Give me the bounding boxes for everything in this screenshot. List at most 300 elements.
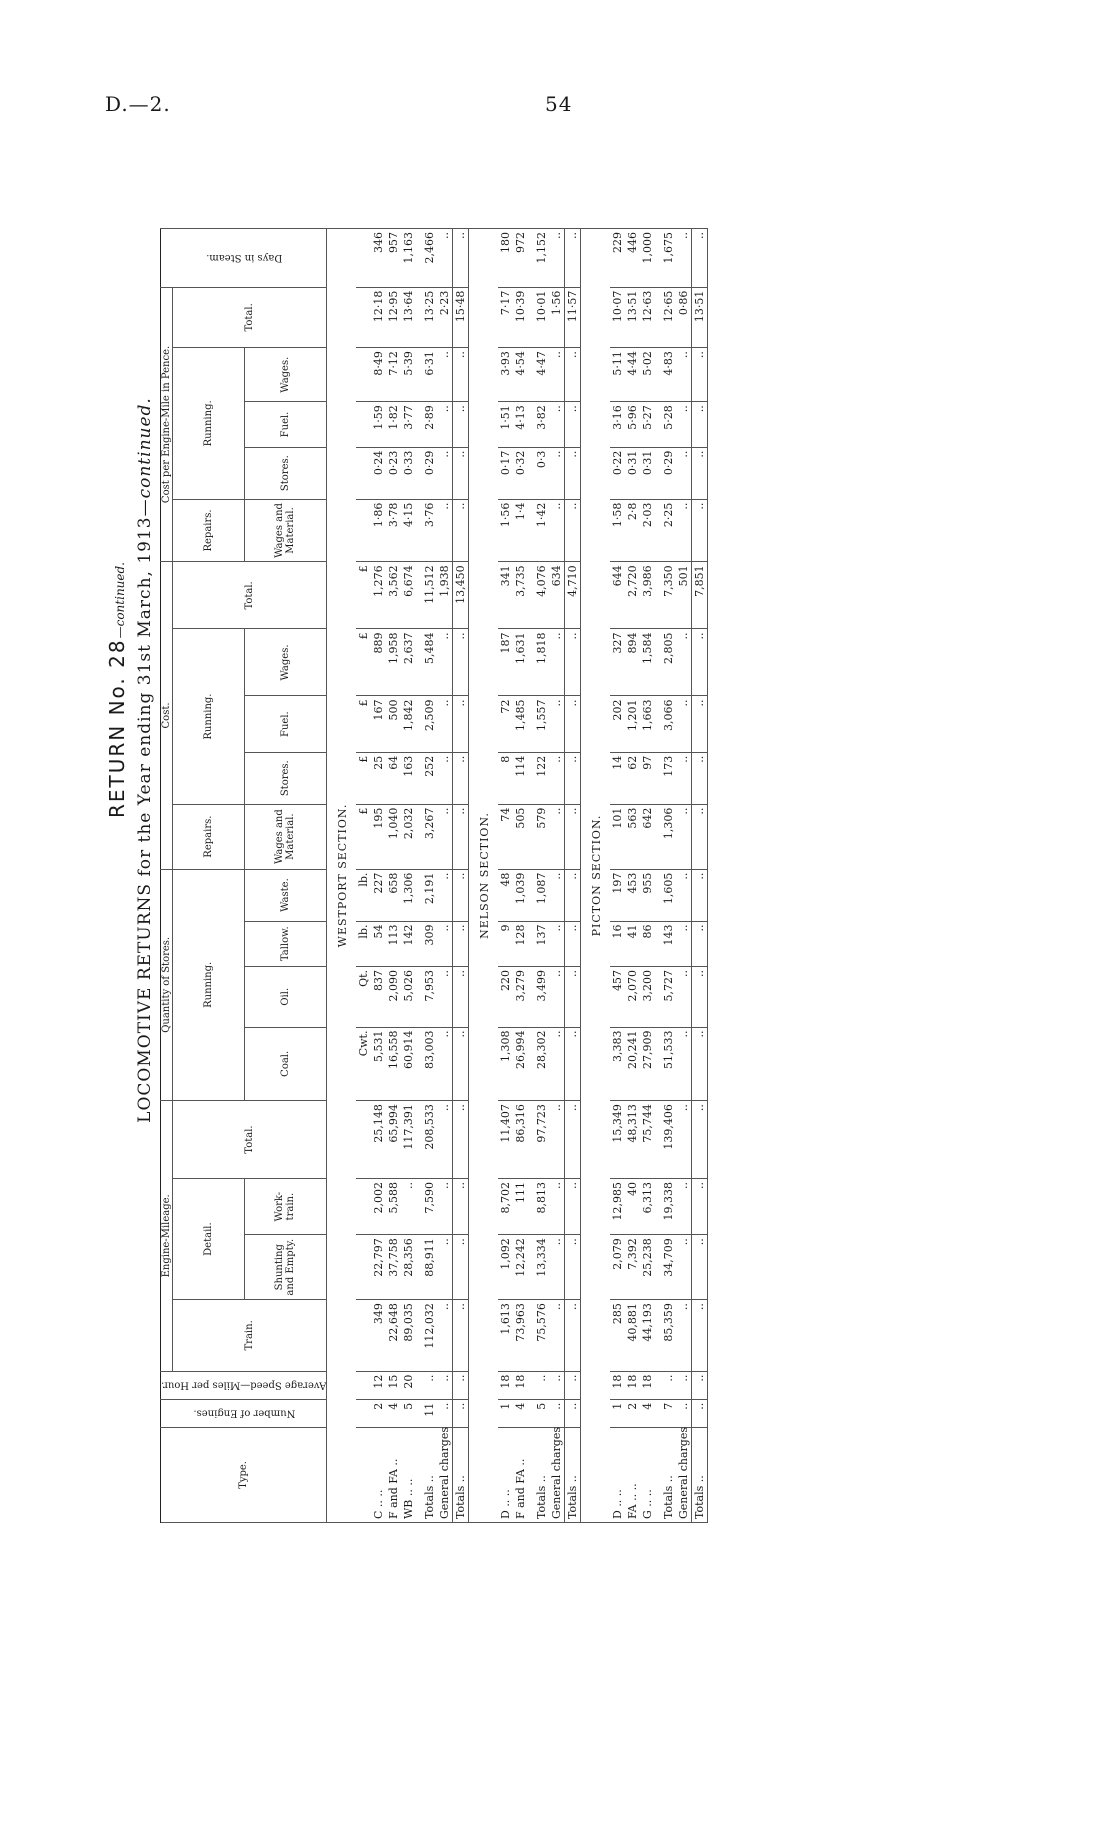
table-cell: ..	[676, 1027, 692, 1101]
table-cell: 501	[676, 562, 692, 629]
table-cell: ..	[565, 229, 581, 288]
table-cell: Cwt.	[356, 1027, 371, 1101]
table-cell: ..	[549, 348, 565, 402]
table-cell: 15,349	[610, 1101, 625, 1179]
table-cell: 54	[371, 921, 386, 966]
table-cell: 1,485	[513, 696, 528, 752]
table-cell: 1·56	[498, 499, 513, 562]
table-cell: ..	[453, 447, 469, 499]
table-cell: 3,267	[422, 804, 437, 869]
table-cell: 12·18	[371, 287, 386, 348]
row-label: Totals ..	[534, 1427, 549, 1522]
table-cell: ..	[453, 499, 469, 562]
table-cell: 1,000	[640, 229, 655, 288]
table-cell: 0·22	[610, 447, 625, 499]
table-cell: 5	[401, 1399, 416, 1427]
table-cell: 1,039	[513, 869, 528, 921]
table-cell: ..	[453, 1179, 469, 1235]
table-cell: ..	[437, 966, 453, 1027]
table-cell: 1,306	[401, 869, 416, 921]
table-cell: 11·57	[565, 287, 581, 348]
table-cell: 40	[625, 1179, 640, 1235]
table-cell: 97,723	[534, 1101, 549, 1179]
table-cell: 252	[422, 752, 437, 804]
table-cell: ..	[437, 629, 453, 696]
table-cell: 220	[498, 966, 513, 1027]
table-cell	[356, 1101, 371, 1179]
cost-total-header: Total.	[173, 562, 327, 629]
table-cell: ..	[676, 752, 692, 804]
table-cell: ..	[676, 499, 692, 562]
row-label: FA .. ..	[625, 1427, 640, 1522]
table-cell: ..	[549, 402, 565, 447]
table-cell: 167	[371, 696, 386, 752]
table-cell: 89,035	[401, 1300, 416, 1371]
table-cell: 285	[610, 1300, 625, 1371]
general-charges-row	[676, 229, 692, 1523]
table-cell: ..	[549, 804, 565, 869]
table-cell: 7	[661, 1399, 676, 1427]
table-cell: 1·86	[371, 499, 386, 562]
table-cell: 83,003	[422, 1027, 437, 1101]
table-cell: 1,613	[498, 1300, 513, 1371]
table-cell: 309	[422, 921, 437, 966]
table-cell: 0·3	[534, 447, 549, 499]
row-label: Totals ..	[661, 1427, 676, 1522]
table-cell: 563	[625, 804, 640, 869]
table-cell: 86,316	[513, 1101, 528, 1179]
table-cell: 195	[371, 804, 386, 869]
table-cell: 2·23	[437, 287, 453, 348]
table-cell: ..	[676, 402, 692, 447]
table-cell: ..	[422, 1371, 437, 1399]
table-cell: 7,953	[422, 966, 437, 1027]
table-row	[513, 229, 528, 1523]
subtitle-continued: —continued.	[135, 397, 155, 517]
table-cell: 1,675	[661, 229, 676, 288]
table-row	[610, 229, 625, 1523]
table-cell: ..	[565, 752, 581, 804]
table-cell: 1	[498, 1399, 513, 1427]
subtitle-text: LOCOMOTIVE RETURNS for the Year ending 31st March, 1913	[135, 516, 155, 1123]
cost-header: Cost.	[161, 562, 173, 869]
table-cell: ..	[549, 1235, 565, 1300]
table-cell: 229	[610, 229, 625, 288]
table-cell: 955	[640, 869, 655, 921]
table-cell: 341	[498, 562, 513, 629]
table-cell	[356, 447, 371, 499]
table-cell: 4	[513, 1399, 528, 1427]
table-cell: 837	[371, 966, 386, 1027]
table-cell: ..	[401, 1179, 416, 1235]
table-cell: £	[356, 629, 371, 696]
table-cell: 644	[610, 562, 625, 629]
table-cell: ..	[453, 1371, 469, 1399]
table-cell: ..	[549, 1371, 565, 1399]
table-cell: 2,191	[422, 869, 437, 921]
table-cell: ..	[676, 696, 692, 752]
table-cell: 12·95	[386, 287, 401, 348]
table-cell: 3·77	[401, 402, 416, 447]
table-cell: 5·02	[640, 348, 655, 402]
table-cell: 11,407	[498, 1101, 513, 1179]
table-cell: 5·11	[610, 348, 625, 402]
table-cell: 4·13	[513, 402, 528, 447]
table-cell: ..	[437, 1235, 453, 1300]
cpm-total-header: Total.	[173, 287, 327, 348]
table-cell: 2,466	[422, 229, 437, 288]
table-cell: ..	[565, 1235, 581, 1300]
table-cell: 1,092	[498, 1235, 513, 1300]
table-cell: 18	[610, 1371, 625, 1399]
table-cell: ..	[692, 1399, 708, 1427]
table-cell: ..	[453, 1101, 469, 1179]
row-label: C .. ..	[371, 1427, 386, 1522]
table-cell: ..	[565, 1179, 581, 1235]
table-cell: ..	[692, 1179, 708, 1235]
row-label: D .. ..	[610, 1427, 625, 1522]
table-cell: 10·07	[610, 287, 625, 348]
table-cell: 37,758	[386, 1235, 401, 1300]
grand-totals-row	[692, 229, 708, 1523]
table-cell: 13·64	[401, 287, 416, 348]
table-cell: ..	[437, 229, 453, 288]
table-cell: 5,026	[401, 966, 416, 1027]
table-cell: 65,994	[386, 1101, 401, 1179]
stores-running-header: Running.	[173, 869, 245, 1101]
cost-running-header: Running.	[173, 629, 245, 804]
table-cell: 25,148	[371, 1101, 386, 1179]
table-cell: 1,631	[513, 629, 528, 696]
table-cell: 2	[371, 1399, 386, 1427]
table-cell: 16,558	[386, 1027, 401, 1101]
table-cell: 85,359	[661, 1300, 676, 1371]
table-cell: 7,590	[422, 1179, 437, 1235]
table-cell: ..	[692, 966, 708, 1027]
days-in-steam-header: Days in Steam.	[161, 229, 327, 288]
table-cell: 163	[401, 752, 416, 804]
table-cell	[356, 402, 371, 447]
table-cell: ..	[534, 1371, 549, 1399]
table-cell: ..	[565, 402, 581, 447]
table-cell: 34,709	[661, 1235, 676, 1300]
table-cell: ..	[453, 1399, 469, 1427]
table-cell: Qt.	[356, 966, 371, 1027]
table-cell: 1·4	[513, 499, 528, 562]
table-cell: 634	[549, 562, 565, 629]
table-cell: 2·8	[625, 499, 640, 562]
table-cell: ..	[676, 1179, 692, 1235]
table-cell: 227	[371, 869, 386, 921]
cpm-wages-material-header: Wages and Material.	[244, 499, 327, 562]
table-cell: 1·56	[549, 287, 565, 348]
table-cell: 12·63	[640, 287, 655, 348]
table-cell: 15·48	[453, 287, 469, 348]
table-cell: 6,313	[640, 1179, 655, 1235]
table-cell: ..	[549, 696, 565, 752]
table-cell: 75,744	[640, 1101, 655, 1179]
table-cell: 112,032	[422, 1300, 437, 1371]
table-cell: ..	[453, 696, 469, 752]
table-cell: ..	[453, 402, 469, 447]
table-cell: ..	[692, 1300, 708, 1371]
table-cell: ..	[437, 499, 453, 562]
table-cell: 1,276	[371, 562, 386, 629]
table-cell	[356, 499, 371, 562]
table-cell: 128	[513, 921, 528, 966]
table-cell: 972	[513, 229, 528, 288]
work-train-header: Work-train.	[244, 1179, 327, 1235]
table-cell: 579	[534, 804, 549, 869]
table-cell: 0·17	[498, 447, 513, 499]
table-cell: ..	[549, 499, 565, 562]
table-cell: 1,818	[534, 629, 549, 696]
table-cell: 12·65	[661, 287, 676, 348]
cost-per-mile-header: Cost per Engine-Mile in Pence.	[161, 287, 173, 562]
table-cell: ..	[453, 348, 469, 402]
table-cell: 20	[401, 1371, 416, 1399]
table-cell: 22,797	[371, 1235, 386, 1300]
table-cell: 5·27	[640, 402, 655, 447]
table-cell: 180	[498, 229, 513, 288]
table-cell: 2,509	[422, 696, 437, 752]
table-cell: 1,663	[640, 696, 655, 752]
table-cell: 1,557	[534, 696, 549, 752]
table-row	[386, 229, 401, 1523]
table-cell: 18	[625, 1371, 640, 1399]
cost-wages-material-header: Wages and Material.	[244, 804, 327, 869]
table-cell: 202	[610, 696, 625, 752]
table-cell: 5·39	[401, 348, 416, 402]
table-cell: ..	[437, 869, 453, 921]
table-cell: 0·29	[422, 447, 437, 499]
table-cell: ..	[453, 752, 469, 804]
table-cell: 0·24	[371, 447, 386, 499]
table-cell: 5·28	[661, 402, 676, 447]
table-cell: ..	[676, 1371, 692, 1399]
table-cell: ..	[549, 1300, 565, 1371]
table-cell: 2,090	[386, 966, 401, 1027]
table-cell: ..	[565, 1300, 581, 1371]
table-cell	[356, 1399, 371, 1427]
table-cell: 8·49	[371, 348, 386, 402]
table-cell: 1·42	[534, 499, 549, 562]
table-cell: 15	[386, 1371, 401, 1399]
table-subtitle	[135, 160, 155, 1360]
table-cell: ..	[676, 348, 692, 402]
table-cell: ..	[437, 1399, 453, 1427]
table-cell: 117,391	[401, 1101, 416, 1179]
grand-totals-row	[453, 229, 469, 1523]
table-cell: 13·51	[625, 287, 640, 348]
table-cell: 88,911	[422, 1235, 437, 1300]
table-cell: ..	[692, 629, 708, 696]
row-label: General charges	[437, 1427, 453, 1522]
table-cell: 86	[640, 921, 655, 966]
table-cell: 2·25	[661, 499, 676, 562]
return-continued: —continued.	[113, 562, 127, 639]
table-cell: 51,533	[661, 1027, 676, 1101]
table-cell: 13,334	[534, 1235, 549, 1300]
table-cell	[356, 287, 371, 348]
table-cell: 2,079	[610, 1235, 625, 1300]
table-cell: 8	[498, 752, 513, 804]
table-cell: 3·16	[610, 402, 625, 447]
train-header: Train.	[173, 1300, 327, 1371]
table-cell: 4·83	[661, 348, 676, 402]
table-cell: ..	[565, 447, 581, 499]
table-cell: ..	[437, 1101, 453, 1179]
table-cell: ..	[692, 1371, 708, 1399]
table-cell: 1,040	[386, 804, 401, 869]
table-cell: 3,279	[513, 966, 528, 1027]
table-cell: 4	[386, 1399, 401, 1427]
table-cell: 446	[625, 229, 640, 288]
table-cell: 187	[498, 629, 513, 696]
table-cell: 8,702	[498, 1179, 513, 1235]
quantity-stores-header: Quantity of Stores.	[161, 869, 173, 1101]
table-cell: 0·31	[640, 447, 655, 499]
table-cell: 2,637	[401, 629, 416, 696]
table-cell: 18	[498, 1371, 513, 1399]
table-cell: 3·93	[498, 348, 513, 402]
general-charges-row	[437, 229, 453, 1523]
table-cell: ..	[692, 1235, 708, 1300]
table-cell: 75,576	[534, 1300, 549, 1371]
table-cell: 1,087	[534, 869, 549, 921]
table-cell: ..	[437, 696, 453, 752]
table-cell: 73,963	[513, 1300, 528, 1371]
table-cell: ..	[676, 869, 692, 921]
table-cell: 4·47	[534, 348, 549, 402]
table-cell: 197	[610, 869, 625, 921]
table-cell: 0·33	[401, 447, 416, 499]
table-cell: £	[356, 562, 371, 629]
table-cell: ..	[661, 1371, 676, 1399]
table-cell	[356, 348, 371, 402]
table-cell	[356, 229, 371, 288]
locomotive-returns-table	[160, 228, 708, 1523]
table-cell: ..	[437, 804, 453, 869]
section-title: WESTPORT SECTION.	[327, 229, 357, 1523]
return-title	[105, 380, 129, 1000]
table-cell: 4·54	[513, 348, 528, 402]
table-cell: 3,499	[534, 966, 549, 1027]
table-cell: 18	[513, 1371, 528, 1399]
table-cell: ..	[565, 348, 581, 402]
table-cell: 1	[610, 1399, 625, 1427]
table-cell: 19,338	[661, 1179, 676, 1235]
table-cell: 7·17	[498, 287, 513, 348]
table-cell: ..	[676, 447, 692, 499]
table-cell: 5,531	[371, 1027, 386, 1101]
cost-wages-header: Wages.	[244, 629, 327, 696]
table-cell: ..	[453, 1027, 469, 1101]
table-cell: 0·32	[513, 447, 528, 499]
table-cell: 2·03	[640, 499, 655, 562]
table-cell: 0·29	[661, 447, 676, 499]
table-cell: 4,710	[565, 562, 581, 629]
table-cell: 327	[610, 629, 625, 696]
table-cell: 3·82	[534, 402, 549, 447]
table-cell: 64	[386, 752, 401, 804]
table-cell: 25	[371, 752, 386, 804]
table-cell: 60,914	[401, 1027, 416, 1101]
table-cell: 41	[625, 921, 640, 966]
table-cell: 2	[625, 1399, 640, 1427]
table-cell: 4,076	[534, 562, 549, 629]
table-cell: ..	[565, 1399, 581, 1427]
table-cell: 101	[610, 804, 625, 869]
table-cell: 13·51	[692, 287, 708, 348]
row-label	[356, 1427, 371, 1522]
table-cell: ..	[565, 804, 581, 869]
table-cell: 3,562	[386, 562, 401, 629]
table-cell: 28,302	[534, 1027, 549, 1101]
table-cell: 0·23	[386, 447, 401, 499]
table-cell: 11,512	[422, 562, 437, 629]
table-cell: 97	[640, 752, 655, 804]
shunting-header: Shunting and Empty.	[244, 1235, 327, 1300]
cost-fuel-header: Fuel.	[244, 696, 327, 752]
table-cell: £	[356, 804, 371, 869]
table-cell: 457	[610, 966, 625, 1027]
table-cell: 1,842	[401, 696, 416, 752]
table-cell: ..	[692, 869, 708, 921]
general-charges-row	[549, 229, 565, 1523]
table-cell: 505	[513, 804, 528, 869]
table-cell: 4·15	[401, 499, 416, 562]
table-cell: 0·86	[676, 287, 692, 348]
cpm-repairs-header: Repairs.	[173, 499, 245, 562]
table-cell: ..	[549, 752, 565, 804]
table-cell: 3,383	[610, 1027, 625, 1101]
table-cell: ..	[692, 752, 708, 804]
engine-mileage-header: Engine-Mileage.	[161, 1101, 173, 1371]
table-cell: 5·96	[625, 402, 640, 447]
table-cell: £	[356, 696, 371, 752]
table-cell: ..	[565, 696, 581, 752]
table-cell: ..	[676, 1399, 692, 1427]
table-cell: 1·59	[371, 402, 386, 447]
section-header-row	[581, 229, 611, 1523]
table-cell: 3·78	[386, 499, 401, 562]
table-cell: ..	[549, 1101, 565, 1179]
row-label: Totals ..	[453, 1427, 469, 1522]
table-cell: 139,406	[661, 1101, 676, 1179]
table-cell: 72	[498, 696, 513, 752]
table-cell: 208,533	[422, 1101, 437, 1179]
table-cell: 642	[640, 804, 655, 869]
table-cell: 40,881	[625, 1300, 640, 1371]
table-cell: 7·12	[386, 348, 401, 402]
table-row	[401, 229, 416, 1523]
table-cell: 62	[625, 752, 640, 804]
table-cell: 11	[422, 1399, 437, 1427]
table-cell: 7,851	[692, 562, 708, 629]
table-cell: 2·89	[422, 402, 437, 447]
table-cell: ..	[692, 921, 708, 966]
table-cell: 4	[640, 1399, 655, 1427]
row-label: WB .. ..	[401, 1427, 416, 1522]
table-cell: 3,200	[640, 966, 655, 1027]
cost-stores-header: Stores.	[244, 752, 327, 804]
table-cell: 173	[661, 752, 676, 804]
table-cell: 111	[513, 1179, 528, 1235]
table-cell: 1,201	[625, 696, 640, 752]
row-label: General charges	[549, 1427, 565, 1522]
table-cell: 1,152	[534, 229, 549, 288]
